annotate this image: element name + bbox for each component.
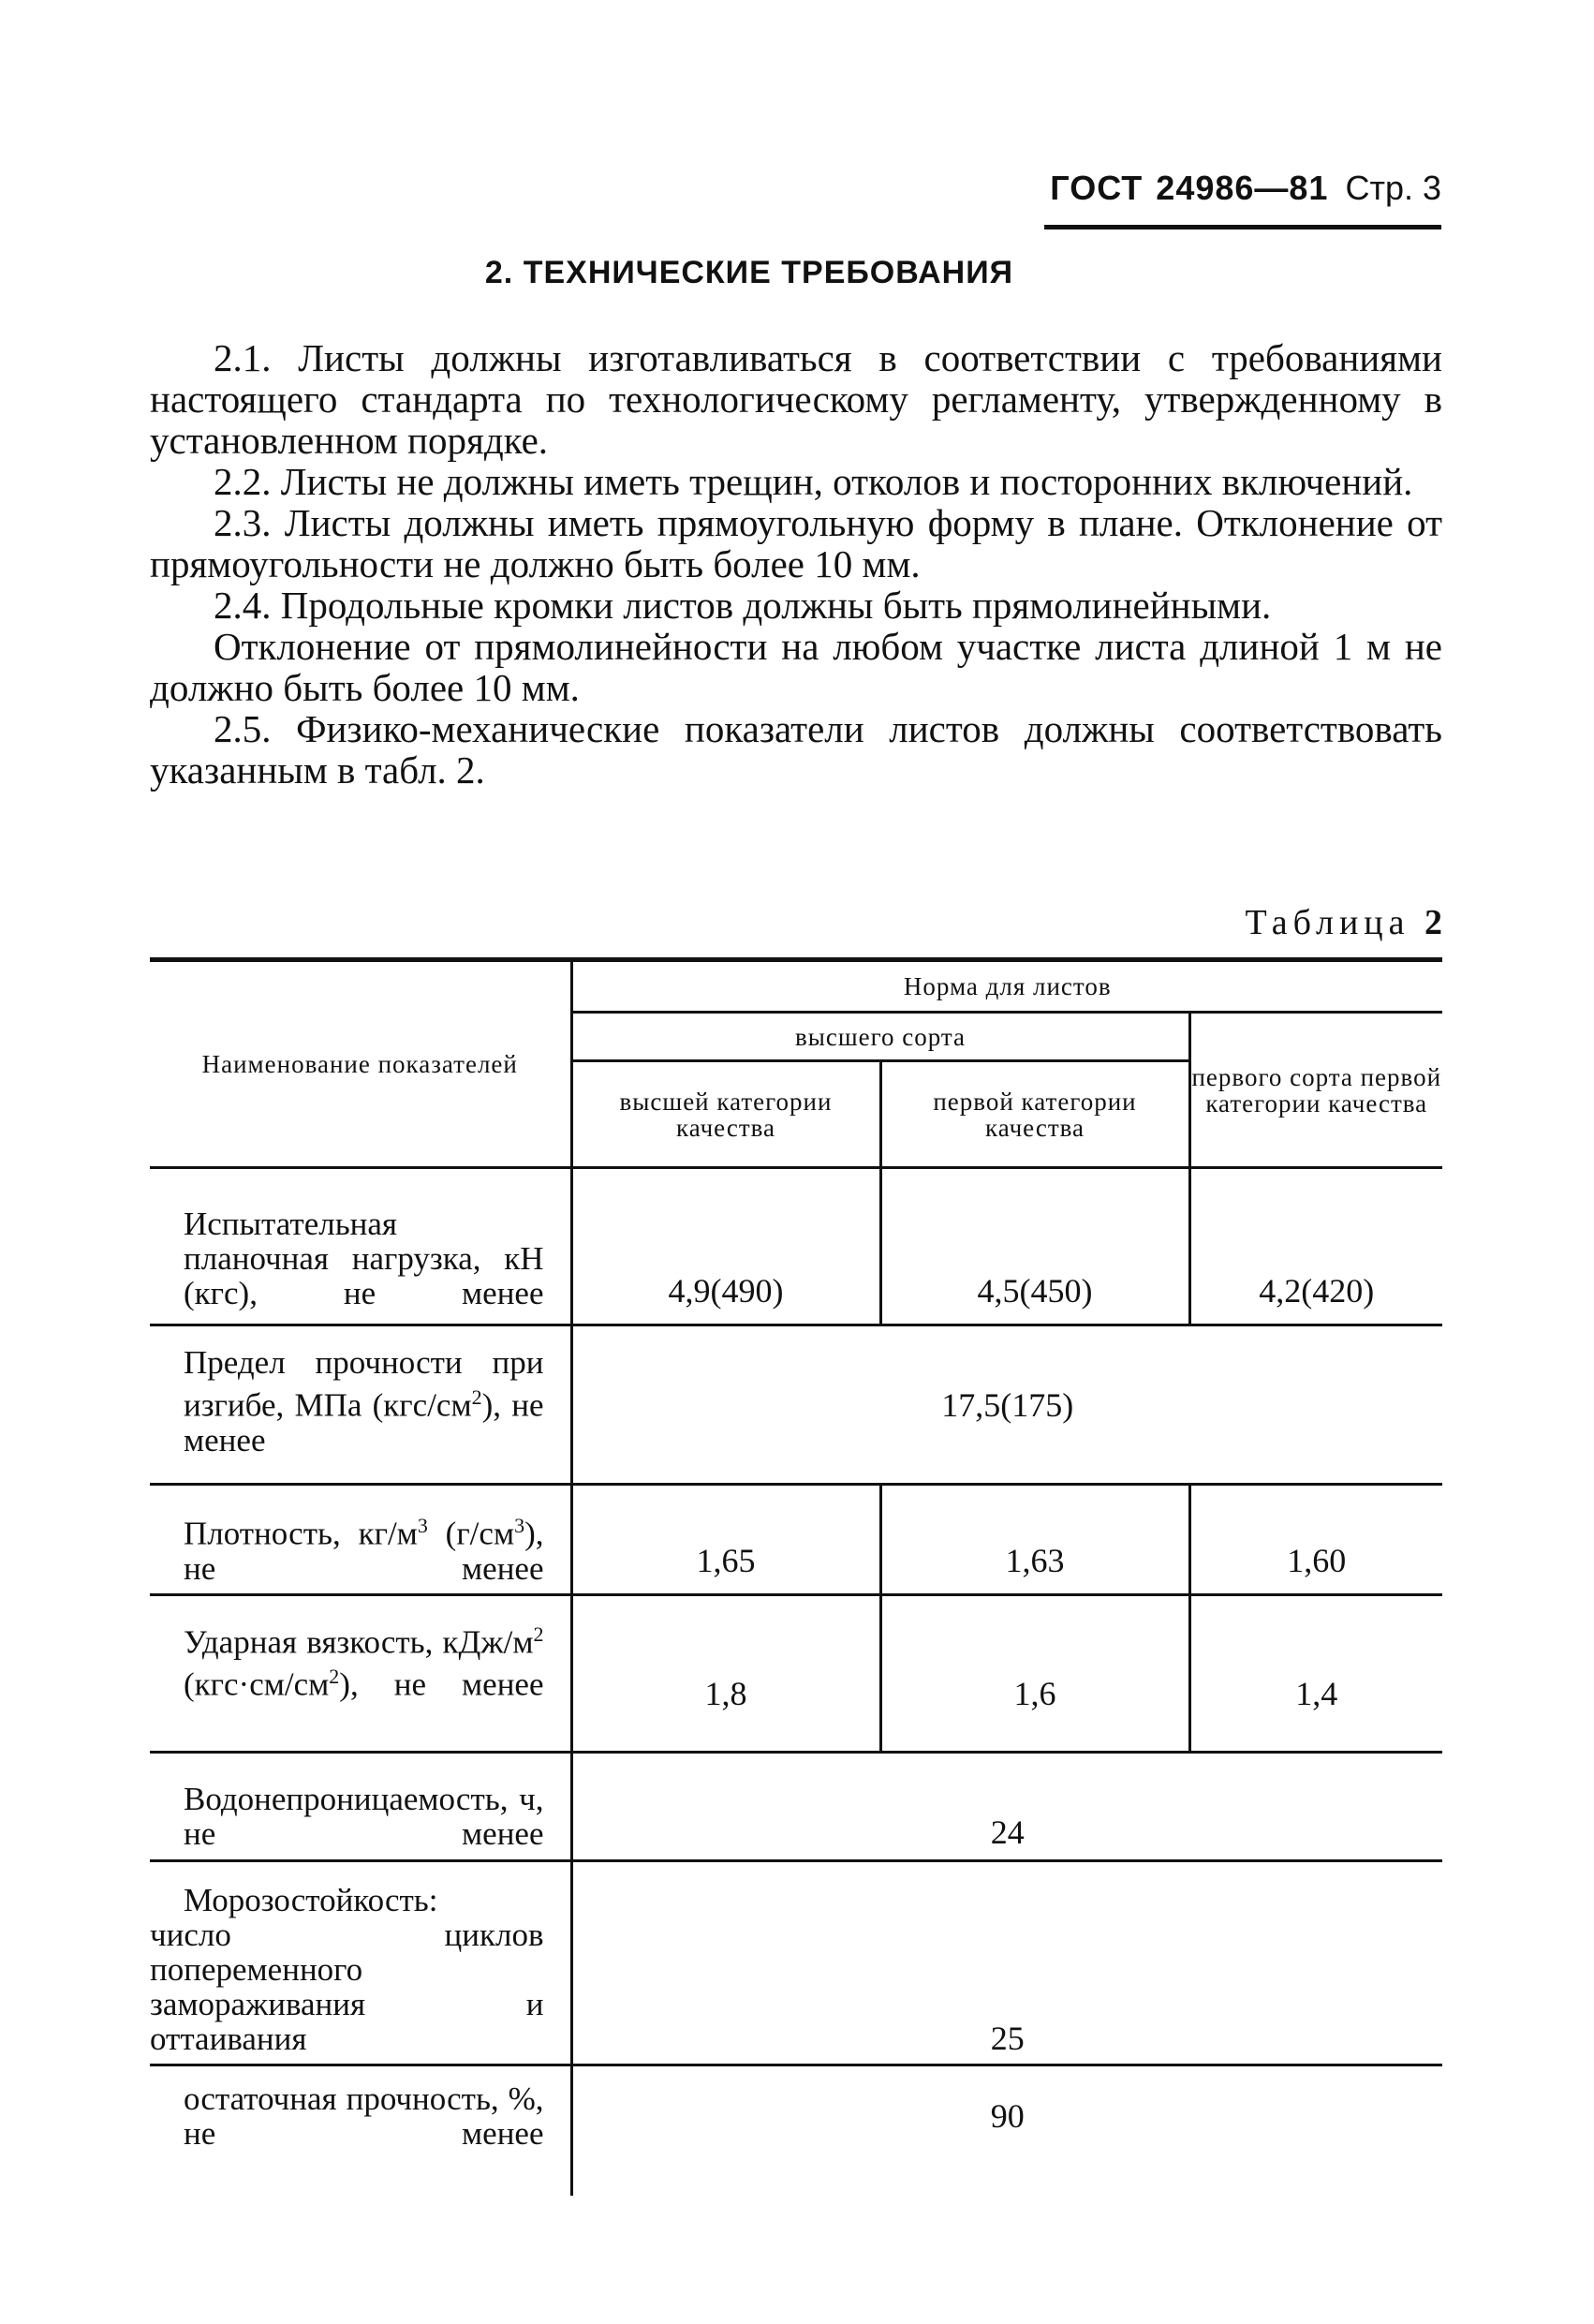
frost-cycles-value: 25	[571, 1860, 1442, 2065]
table-row	[150, 1168, 1442, 1325]
impact-name: Ударная вязкость, кДж/$м^2$ $(кгс\cdot см/см^2)$, не менее	[184, 1621, 544, 1703]
section-title: 2. ТЕХНИЧЕСКИЕ ТРЕБОВАНИЯ	[484, 255, 1014, 290]
load-value-top: 4,9(490)	[571, 1168, 880, 1325]
paragraph-2-2: 2.2. Листы не должны иметь трещин, отколов и посторонних включений.	[214, 460, 1413, 503]
strength-name: Предел прочности при изгибе, МПа $(кгс/см^2)$, не менее	[184, 1344, 544, 1458]
properties-table	[150, 957, 1442, 2196]
water-value: 24	[571, 1752, 1442, 1860]
page-header	[1044, 169, 1441, 229]
table-row	[150, 1485, 1442, 1595]
standard-label: ГОСТ	[1050, 169, 1144, 207]
frost-residual-name: остаточная прочность, %, не менее	[184, 2080, 544, 2152]
frost-residual-value: 90	[571, 2065, 1442, 2196]
indicator-header: Наименование показателей	[150, 960, 571, 1168]
density-value-top: 1,65	[571, 1485, 880, 1595]
paragraph-2-1: 2.1. Листы должны изготавливаться в соответствии с требованиями настоящего стандарта по технологическому регламенту, утвержденному в установленном порядке.	[150, 336, 1442, 462]
density-name: Плотность, $кг/м^3$ $(г/см^3)$, не менее	[184, 1514, 544, 1587]
table-caption-number: 2	[1424, 903, 1442, 942]
first-category-header: первой категории качества	[880, 1061, 1189, 1168]
impact-value-first: 1,6	[880, 1594, 1189, 1752]
table-row	[150, 1860, 1442, 2065]
paragraph-2-4-cont: Отклонение от прямолинейности на любом участке листа длиной 1 м не должно быть более 10 мм.	[150, 625, 1442, 709]
frost-title: Морозостойкость:	[184, 1881, 438, 1918]
requirements-text	[150, 337, 1442, 791]
water-name: Водонепроницаемость, ч, не менее	[184, 1780, 544, 1852]
standard-number: 24986—81	[1156, 169, 1329, 207]
table-row	[150, 1752, 1442, 1860]
paragraph-2-3: 2.3. Листы должны иметь прямоугольную форму в плане. Отклонение от прямоугольности не должно быть более 10 мм.	[150, 501, 1442, 585]
impact-value-grade: 1,4	[1189, 1594, 1442, 1752]
page-number: Стр. 3	[1345, 169, 1441, 207]
load-name: Испытательная планочная нагрузка, кН (кгс), не менее	[184, 1206, 544, 1311]
density-value-grade: 1,60	[1189, 1485, 1442, 1595]
top-grade-header: высшего сорта	[571, 1013, 1189, 1061]
norm-header: Норма для листов	[571, 960, 1442, 1013]
table-caption-word: Таблица	[1245, 903, 1410, 942]
paragraph-2-4: 2.4. Продольные кромки листов должны быть прямолинейными.	[214, 584, 1272, 627]
impact-value-top: 1,8	[571, 1594, 880, 1752]
table-caption	[1124, 902, 1442, 943]
load-value-first: 4,5(450)	[880, 1168, 1189, 1325]
table-row	[150, 1325, 1442, 1485]
table-row	[150, 2065, 1442, 2196]
load-value-grade: 4,2(420)	[1189, 1168, 1442, 1325]
frost-cycles-name: число циклов попеременного замораживания и оттаивания	[150, 1916, 544, 2057]
strength-value: 17,5(175)	[571, 1325, 1442, 1485]
density-value-first: 1,63	[880, 1485, 1189, 1595]
table-row	[150, 1594, 1442, 1752]
top-category-header: высшей категории качества	[571, 1061, 880, 1168]
first-grade-header: первого сорта первой категории качества	[1189, 1013, 1442, 1168]
paragraph-2-5: 2.5. Физико-механические показатели листов должны соответствовать указанным в табл. 2.	[150, 707, 1442, 792]
